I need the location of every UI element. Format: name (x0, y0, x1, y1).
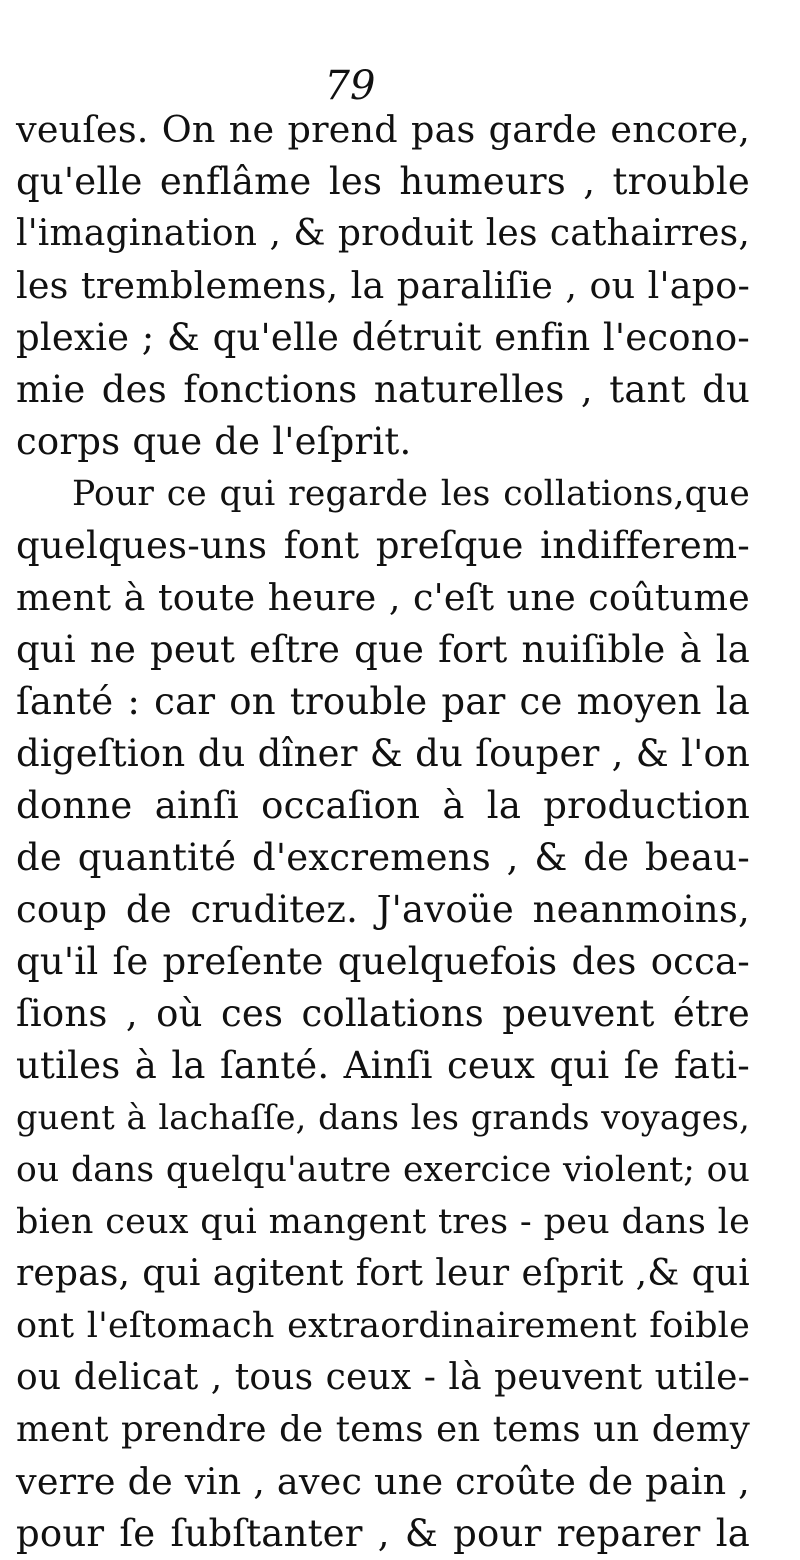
text-line: pour ſe ſubſtanter , & pour reparer la (16, 1512, 750, 1555)
text-line: donne ainſi occaſion à la production (16, 784, 750, 827)
text-line: ont l'eſtomach extraordinairement foible (16, 1306, 750, 1346)
text-line: l'imagination , & produit les cathairres, (16, 213, 750, 254)
text-line: veuſes. On ne prend pas garde encore, (16, 108, 750, 151)
text-line: ment prendre de tems en tems un demy (16, 1409, 750, 1450)
text-line: ſions , où ces collations peuvent étre (16, 992, 750, 1035)
text-line: quelques-uns font preſque indifferem- (16, 524, 750, 567)
text-line: ment à toute heure , c'eſt une coûtume (16, 576, 750, 619)
text-line: digeſtion du dîner & du ſouper , & l'on (16, 732, 750, 775)
text-line: guent à lachaſſe, dans les grands voyages, (16, 1098, 750, 1137)
text-line: verre de vin , avec une croûte de pain , (16, 1460, 750, 1503)
paragraph-first-line: Pour ce qui regarde les collations,que (72, 474, 750, 514)
text-line: utiles à la ſanté. Ainſi ceux qui ſe fati- (16, 1044, 750, 1087)
text-line: ſanté : car on trouble par ce moyen la (16, 680, 750, 723)
text-line: qui ne peut eſtre que fort nuiſible à la (16, 628, 750, 671)
text-line: qu'il ſe preſente quelquefois des occa- (16, 940, 750, 983)
text-line: corps que de l'eſprit. (16, 420, 412, 463)
text-line: repas, qui agitent fort leur eſprit ,& qui (16, 1253, 750, 1294)
text-line: coup de cruditez. J'avoüe neanmoins, (16, 888, 750, 931)
page-number: 79 (324, 63, 376, 109)
text-line: qu'elle enflâme les humeurs , trouble (16, 160, 750, 203)
body-text (16, 104, 750, 1560)
text-line: mie des fonctions naturelles , tant du (16, 368, 750, 411)
text-line: les tremblemens, la paraliſie , ou l'apo- (16, 264, 750, 307)
text-line: plexie ; & qu'elle détruit enfin l'econo- (16, 316, 750, 359)
text-line: ou delicat , tous ceux - là peuvent utile- (16, 1357, 750, 1398)
text-line: ou dans quelqu'autre exercice violent; ou (16, 1150, 750, 1190)
text-line: bien ceux qui mangent tres - peu dans le (16, 1202, 750, 1242)
text-line: de quantité d'excremens , & de beau- (16, 836, 750, 879)
